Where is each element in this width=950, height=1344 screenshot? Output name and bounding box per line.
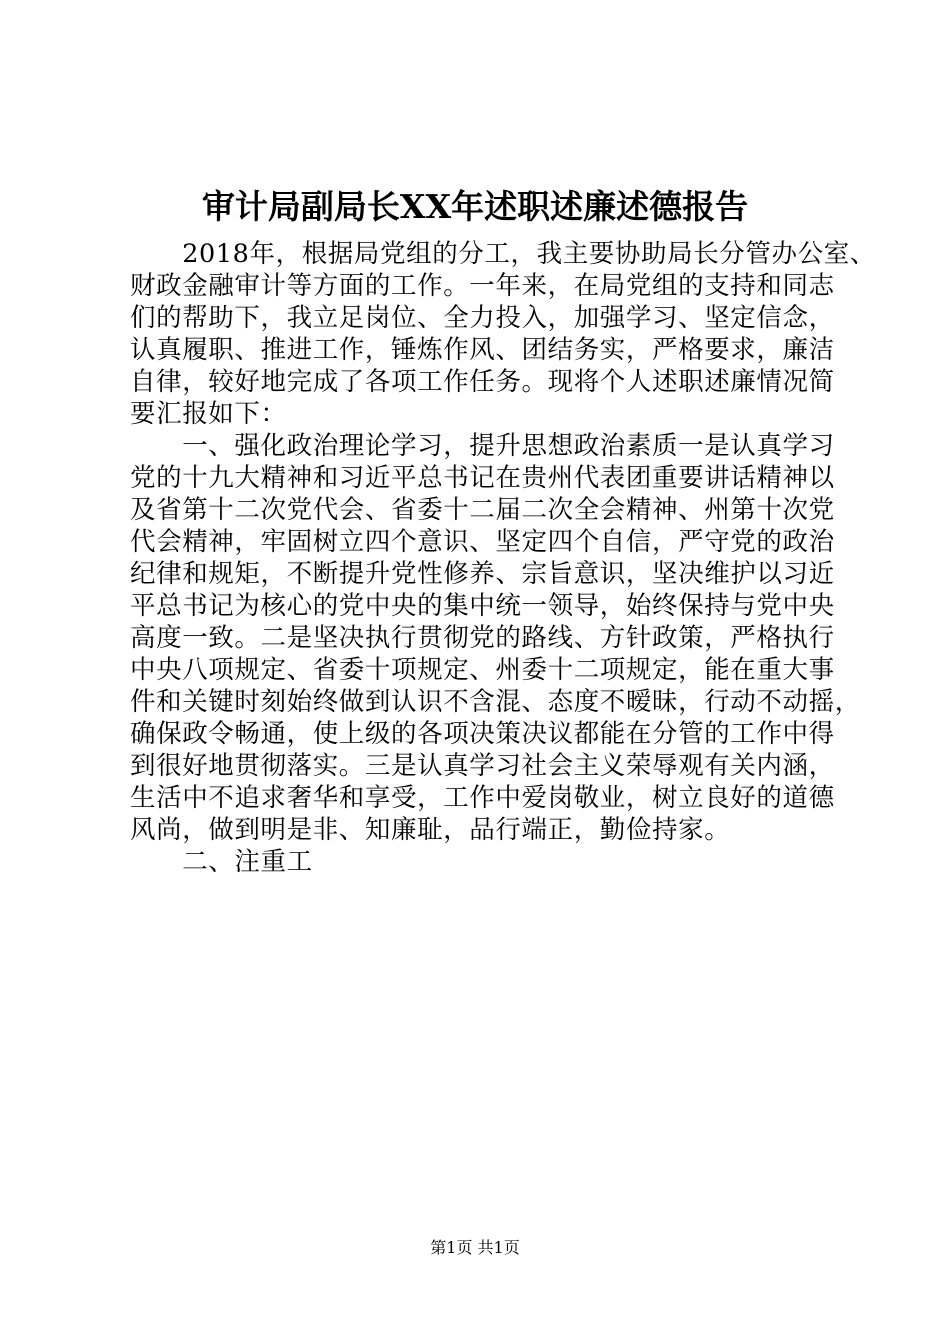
document-title: 审计局副局长XX年述职述廉述德报告	[201, 187, 749, 226]
body-line: 二、注重工	[130, 847, 313, 877]
body-line: 到很好地贯彻落实。三是认真学习社会主义荣辱观有关内涵，	[130, 751, 835, 781]
body-line: 中央八项规定、省委十项规定、州委十二项规定，能在重大事	[130, 655, 835, 685]
body-line: 认真履职、推进工作，锤炼作风、团结务实，严格要求，廉洁	[130, 335, 835, 365]
body-line: 件和关键时刻始终做到认识不含混、态度不暧昧，行动不动摇，	[130, 687, 861, 717]
body-line: 确保政令畅通，使上级的各项决策决议都能在分管的工作中得	[130, 719, 835, 749]
body-line: 高度一致。二是坚决执行贯彻党的路线、方针政策，严格执行	[130, 623, 835, 653]
body-line: 及省第十二次党代会、省委十二届二次全会精神、州第十次党	[130, 495, 835, 525]
page-number-footer: 第1页 共1页	[430, 1238, 520, 1257]
body-line: 代会精神，牢固树立四个意识、坚定四个自信，严守党的政治	[130, 527, 835, 557]
body-line: 生活中不追求奢华和享受，工作中爱岗敬业，树立良好的道德	[130, 783, 835, 813]
body-line: 纪律和规矩，不断提升党性修养、宗旨意识，坚决维护以习近	[130, 559, 835, 589]
body-line: 要汇报如下：	[130, 399, 287, 429]
body-line: 自律，较好地完成了各项工作任务。现将个人述职述廉情况简	[130, 367, 835, 397]
body-line: 风尚，做到明是非、知廉耻，品行端正，勤俭持家。	[130, 815, 731, 845]
body-line: 财政金融审计等方面的工作。一年来，在局党组的支持和同志	[130, 271, 835, 301]
body-line: 平总书记为核心的党中央的集中统一领导，始终保持与党中央	[130, 591, 835, 621]
body-line: 们的帮助下，我立足岗位、全力投入，加强学习、坚定信念，	[130, 303, 835, 333]
body-line: 党的十九大精神和习近平总书记在贵州代表团重要讲话精神以	[130, 463, 835, 493]
body-line: 2018年，根据局党组的分工，我主要协助局长分管办公室、	[130, 239, 876, 269]
body-line: 一、强化政治理论学习，提升思想政治素质一是认真学习	[130, 431, 835, 461]
